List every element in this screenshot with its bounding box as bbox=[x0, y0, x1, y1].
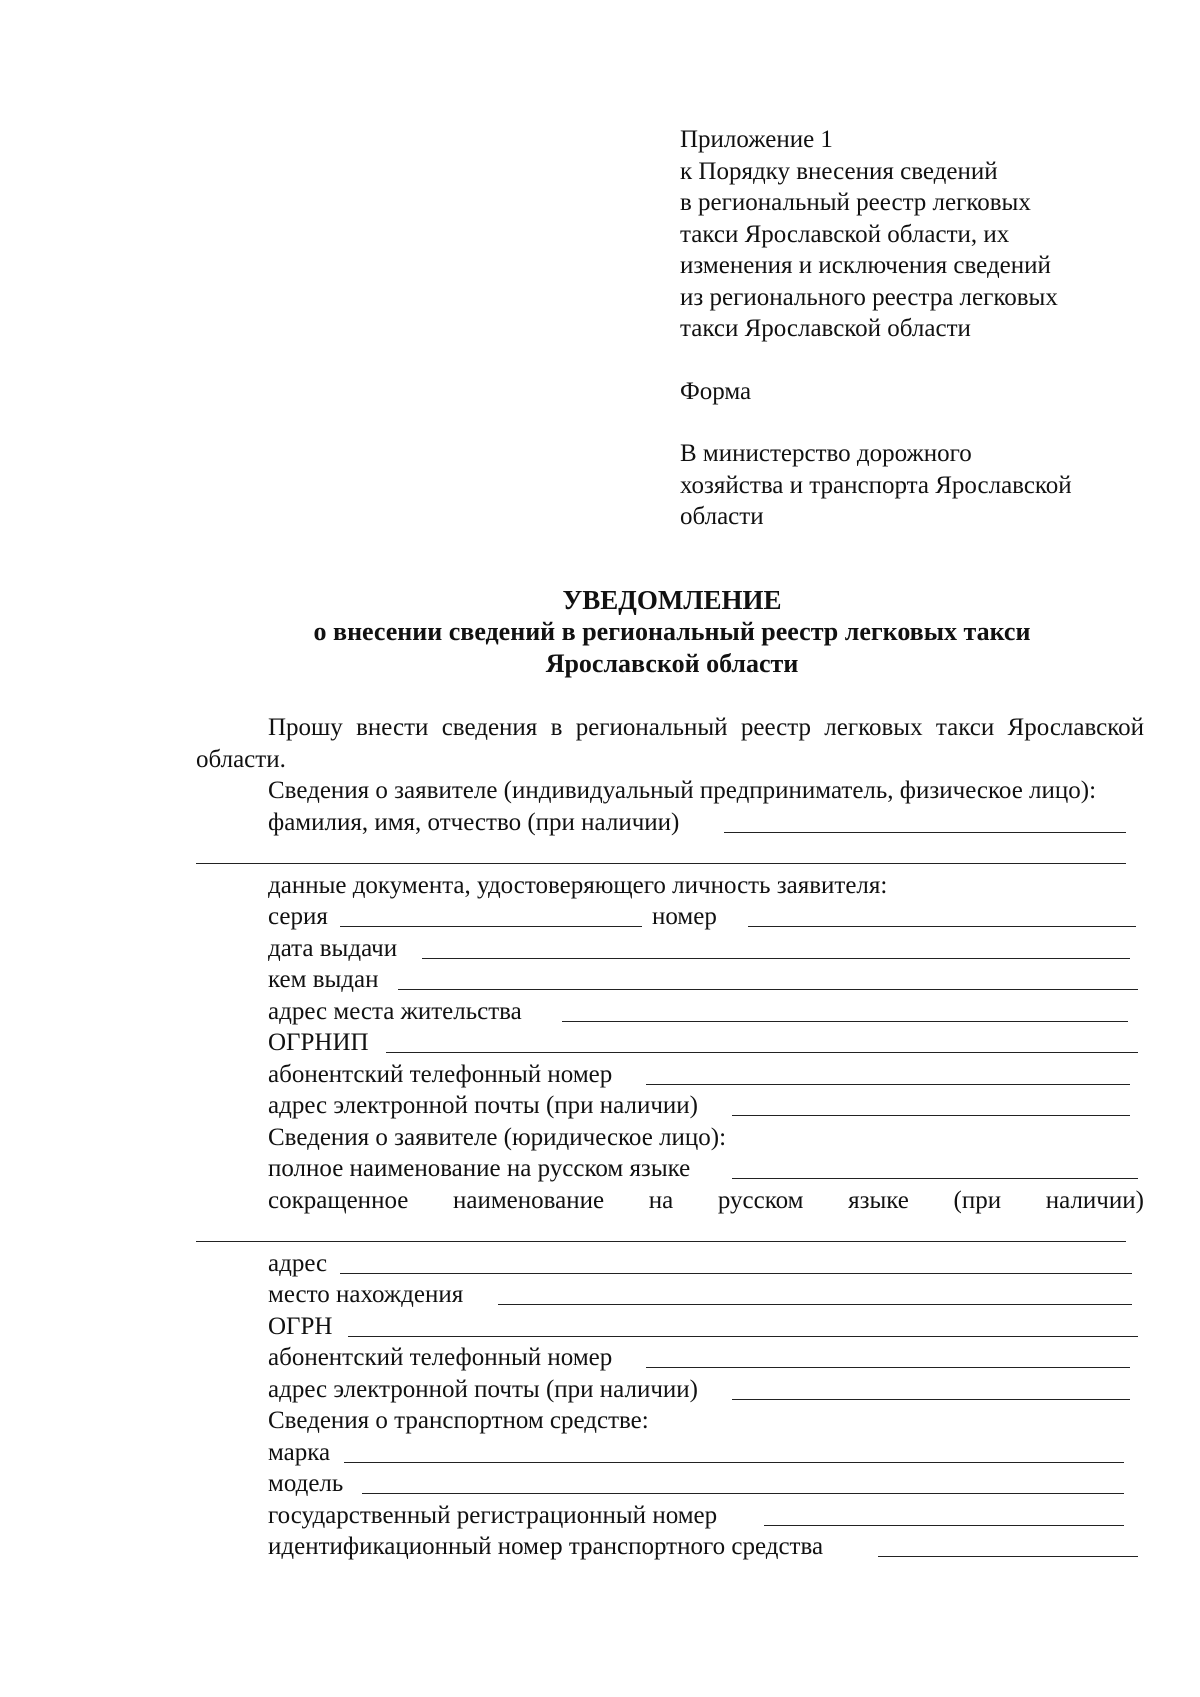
title-main: УВЕДОМЛЕНИЕ bbox=[562, 585, 782, 615]
appendix-line: в региональный реестр легковых bbox=[680, 189, 1031, 216]
legal-location-field[interactable] bbox=[498, 1304, 1132, 1305]
vehicle-reg-number-field[interactable] bbox=[764, 1525, 1124, 1526]
full-name-field[interactable] bbox=[724, 832, 1126, 833]
short-name-word: на bbox=[648, 1186, 674, 1214]
appendix-line: из регионального реестра легковых bbox=[680, 283, 1058, 311]
ip-phone-field[interactable] bbox=[646, 1084, 1130, 1085]
vehicle-brand-label: марка bbox=[268, 1438, 331, 1466]
ip-email-label: адрес электронной почты (при наличии) bbox=[268, 1092, 698, 1119]
short-name-word: сокращенное bbox=[268, 1186, 409, 1214]
addressee-line: хозяйства и транспорта Ярославской bbox=[680, 471, 1072, 499]
appendix-line: к Порядку внесения сведений bbox=[680, 157, 998, 185]
vehicle-heading-row bbox=[196, 1405, 1144, 1437]
appendix-line: изменения и исключения сведений bbox=[680, 252, 1051, 279]
title-subtitle-line: о внесении сведений в региональный реестр легковых такси bbox=[313, 617, 1031, 646]
ogrn-field[interactable] bbox=[348, 1336, 1138, 1337]
vehicle-reg-number-label: государственный регистрационный номер bbox=[268, 1501, 718, 1529]
form-body bbox=[196, 712, 1144, 1563]
ip-phone-label: абонентский телефонный номер bbox=[268, 1060, 613, 1088]
short-name-word: наименование bbox=[453, 1186, 605, 1214]
issued-by-label: кем выдан bbox=[268, 966, 379, 993]
ip-email-field[interactable] bbox=[732, 1115, 1130, 1116]
issued-by-field[interactable] bbox=[398, 989, 1138, 990]
legal-email-label: адрес электронной почты (при наличии) bbox=[268, 1375, 698, 1403]
vehicle-model-label: модель bbox=[268, 1470, 344, 1497]
vehicle-brand-field[interactable] bbox=[344, 1462, 1124, 1463]
issue-date-field[interactable] bbox=[422, 958, 1130, 959]
ip-email-row bbox=[196, 1090, 1144, 1122]
form-label: Форма bbox=[680, 377, 752, 405]
series-label: серия bbox=[268, 903, 328, 930]
short-name-word: языке bbox=[848, 1186, 909, 1214]
addressee-line: В министерство дорожного bbox=[680, 440, 972, 467]
title-subtitle-line: Ярославской области bbox=[545, 649, 799, 678]
document-title bbox=[200, 584, 1144, 680]
ogrnip-label: ОГРНИП bbox=[268, 1029, 369, 1056]
series-number-row bbox=[196, 901, 1144, 933]
issue-date-row bbox=[196, 933, 1144, 965]
full-name-continuation bbox=[196, 838, 1144, 870]
vehicle-brand-row bbox=[196, 1437, 1144, 1469]
request-paragraph: Прошу внести сведения в региональный реестр легковых такси Ярославской области. bbox=[196, 714, 1144, 773]
vehicle-vin-field[interactable] bbox=[878, 1556, 1138, 1557]
residence-address-row bbox=[196, 996, 1144, 1028]
applicant-ip-paragraph: Сведения о заявителе (индивидуальный предприниматель, физическое лицо): bbox=[268, 777, 1097, 804]
legal-location-row bbox=[196, 1279, 1144, 1311]
short-name-word: русском bbox=[717, 1186, 804, 1214]
full-name-label: фамилия, имя, отчество (при наличии) bbox=[268, 808, 680, 836]
appendix-line: такси Ярославской области bbox=[680, 315, 971, 342]
full-name-field-continuation[interactable] bbox=[196, 863, 1126, 864]
vehicle-vin-row bbox=[196, 1531, 1144, 1563]
legal-full-name-field[interactable] bbox=[732, 1178, 1138, 1179]
legal-full-name-row bbox=[196, 1153, 1144, 1185]
ogrnip-row bbox=[196, 1027, 1144, 1059]
appendix-block bbox=[680, 124, 1140, 533]
ip-phone-row bbox=[196, 1059, 1144, 1091]
residence-address-field[interactable] bbox=[562, 1021, 1128, 1022]
id-document-row bbox=[196, 870, 1144, 902]
short-name-word: наличии) bbox=[1045, 1186, 1144, 1214]
vehicle-model-row bbox=[196, 1468, 1144, 1500]
vehicle-heading: Сведения о транспортном средстве: bbox=[268, 1407, 649, 1434]
ogrn-label: ОГРН bbox=[268, 1312, 333, 1340]
short-name-word: (при bbox=[953, 1186, 1002, 1214]
legal-address-label: адрес bbox=[268, 1249, 328, 1277]
vehicle-vin-label: идентификационный номер транспортного средства bbox=[268, 1533, 824, 1560]
appendix-line: Приложение 1 bbox=[680, 126, 833, 153]
legal-phone-row bbox=[196, 1342, 1144, 1374]
ogrnip-field[interactable] bbox=[386, 1052, 1138, 1053]
number-field[interactable] bbox=[748, 926, 1136, 927]
legal-full-name-label: полное наименование на русском языке bbox=[268, 1155, 691, 1182]
issue-date-label: дата выдачи bbox=[268, 934, 398, 962]
legal-location-label: место нахождения bbox=[268, 1281, 464, 1308]
legal-entity-heading: Сведения о заявителе (юридическое лицо): bbox=[268, 1123, 727, 1151]
vehicle-reg-number-row bbox=[196, 1500, 1144, 1532]
issued-by-row bbox=[196, 964, 1144, 996]
ogrn-row bbox=[196, 1311, 1144, 1343]
number-label: номер bbox=[652, 903, 717, 930]
legal-phone-label: абонентский телефонный номер bbox=[268, 1344, 613, 1371]
series-field[interactable] bbox=[340, 926, 642, 927]
legal-entity-heading-row bbox=[196, 1122, 1144, 1154]
legal-short-name-row bbox=[196, 1185, 1144, 1217]
vehicle-model-field[interactable] bbox=[362, 1493, 1124, 1494]
legal-address-field[interactable] bbox=[340, 1273, 1132, 1274]
appendix-line: такси Ярославской области, их bbox=[680, 220, 1010, 248]
legal-email-field[interactable] bbox=[732, 1399, 1130, 1400]
id-document-label: данные документа, удостоверяющего личность заявителя: bbox=[268, 871, 888, 899]
legal-address-row bbox=[196, 1248, 1144, 1280]
legal-phone-field[interactable] bbox=[646, 1367, 1130, 1368]
legal-short-name-field[interactable] bbox=[196, 1241, 1126, 1242]
short-name-continuation bbox=[196, 1216, 1144, 1248]
addressee-line: области bbox=[680, 503, 764, 530]
full-name-row bbox=[196, 807, 1144, 839]
legal-email-row bbox=[196, 1374, 1144, 1406]
residence-address-label: адрес места жительства bbox=[268, 997, 522, 1025]
